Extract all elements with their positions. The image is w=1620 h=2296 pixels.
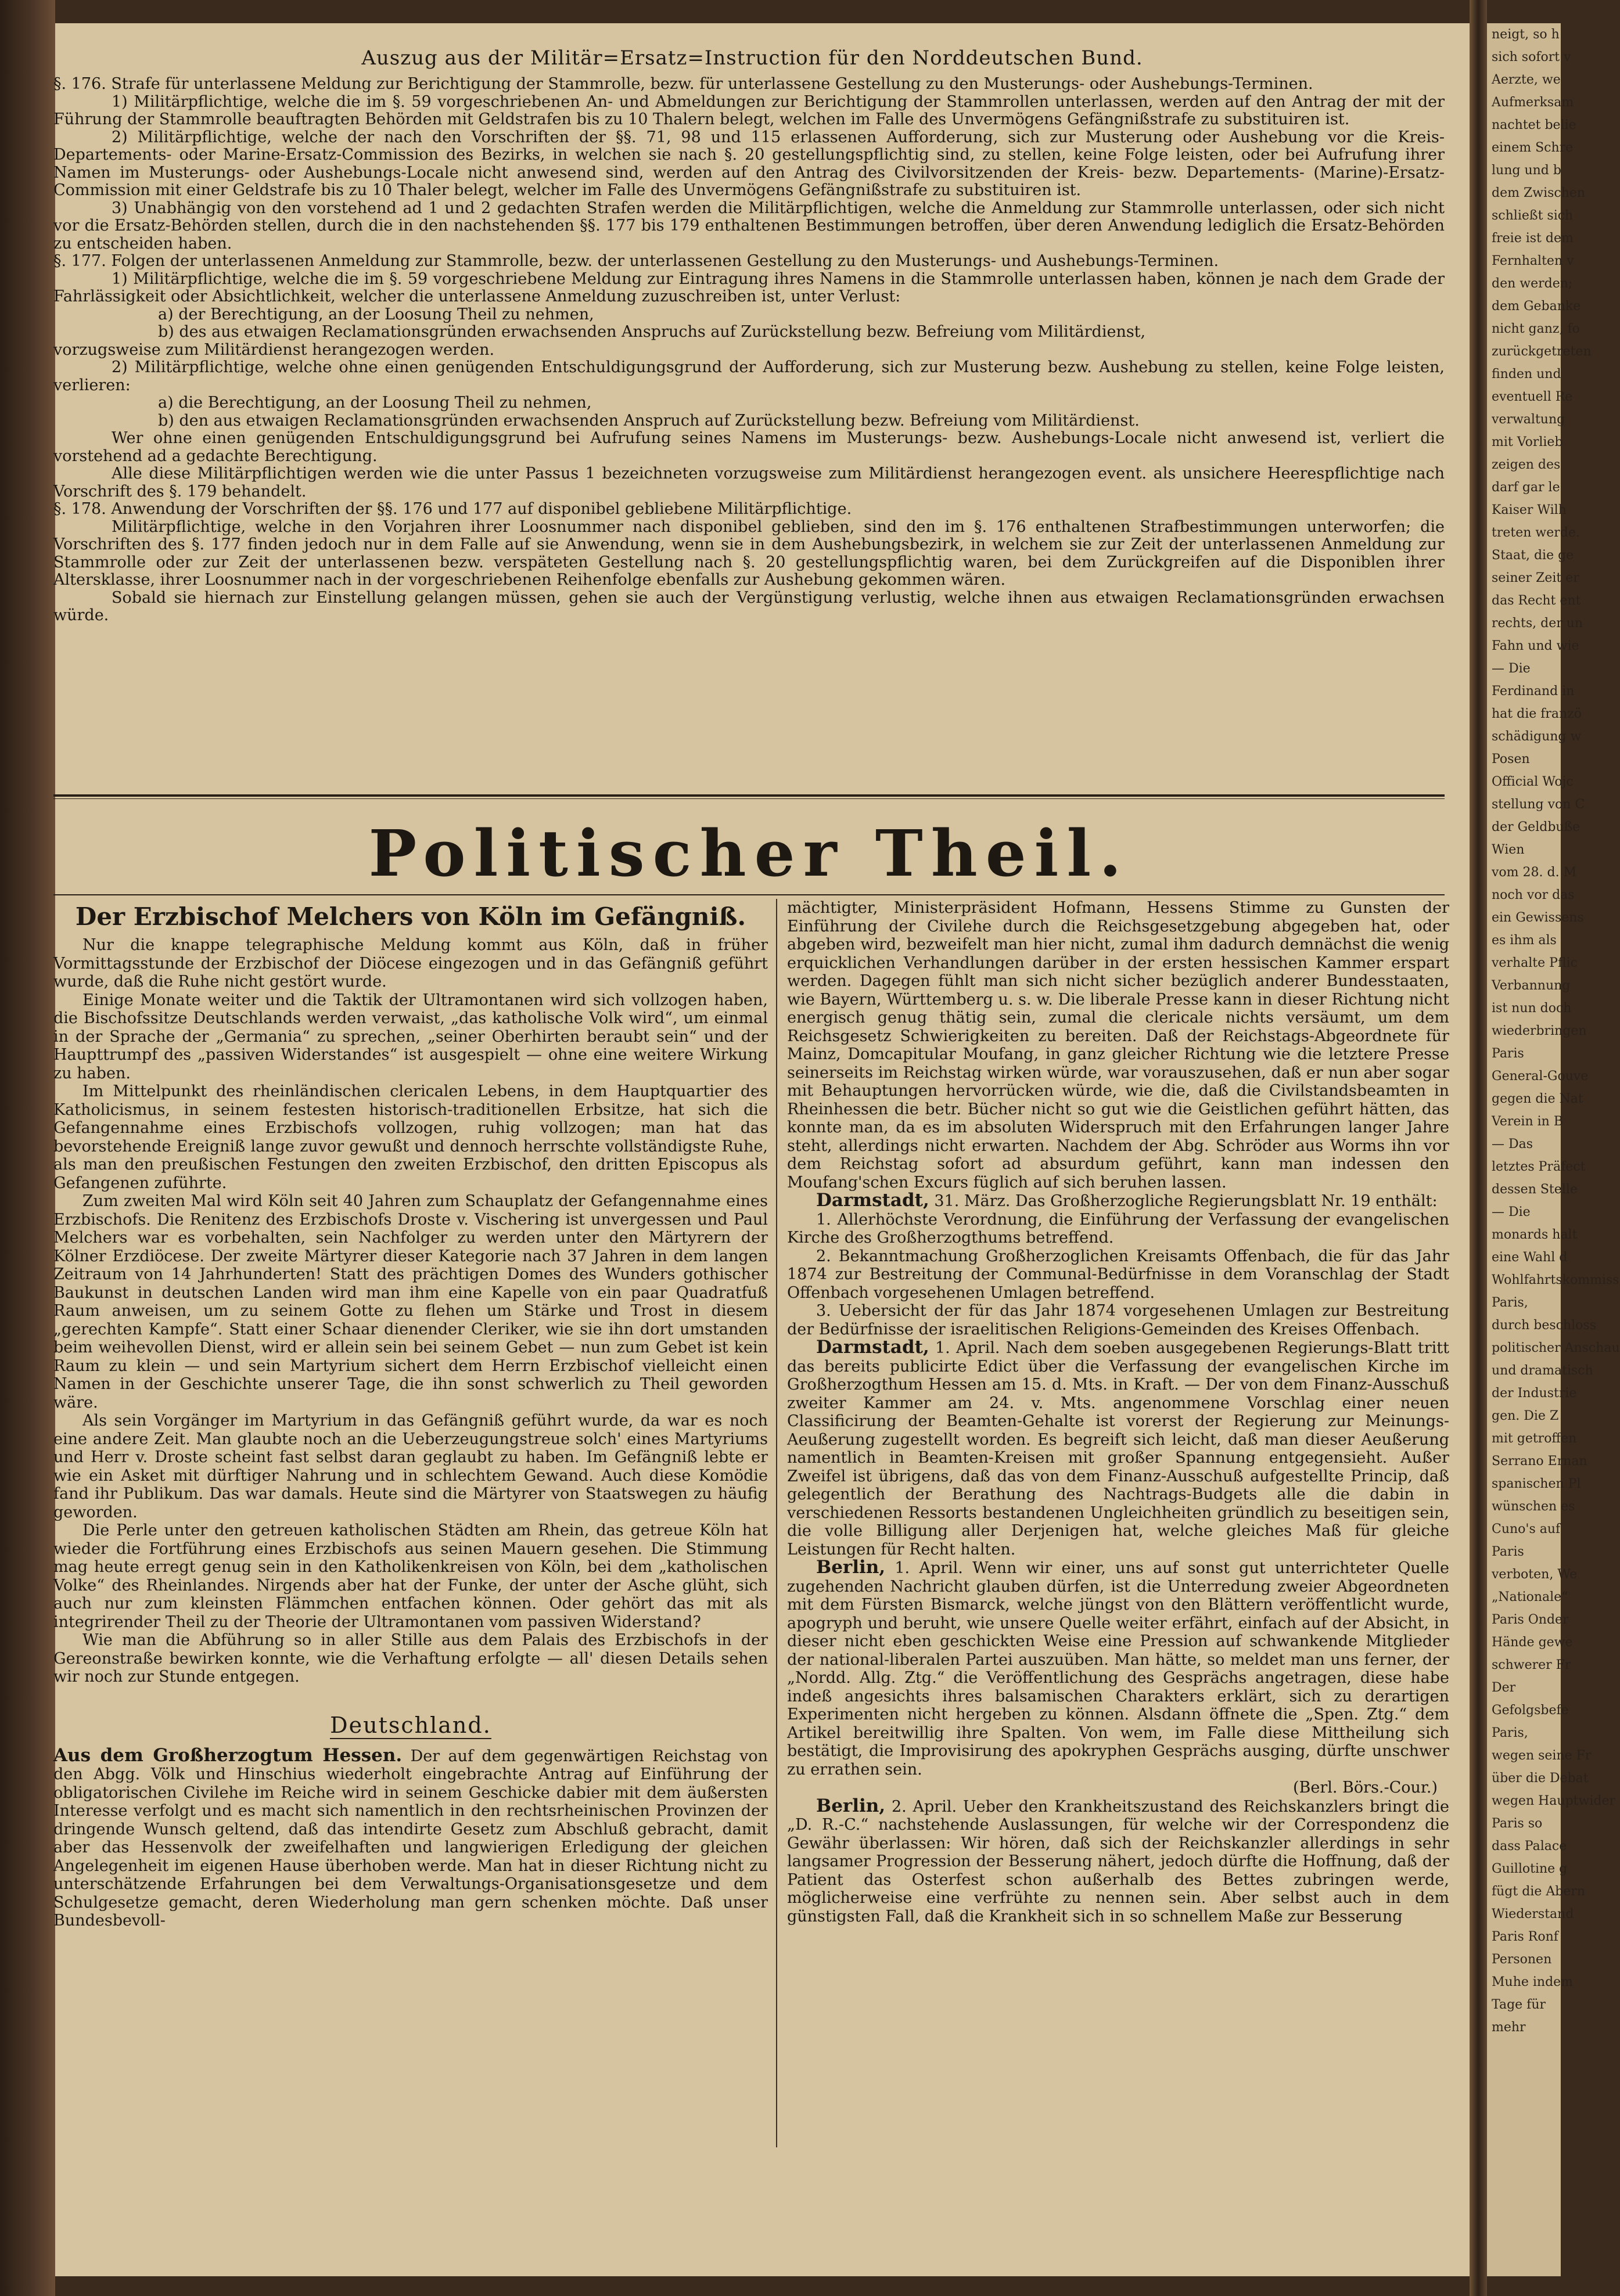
- adjacent-page-fragment: Posen: [1492, 752, 1530, 766]
- adjacent-page-fragment: Paris,: [1492, 1295, 1528, 1310]
- left-column: [53, 899, 768, 1930]
- adjacent-page-fragment: eine Wahl d: [1492, 1250, 1568, 1265]
- adjacent-page-fragment: wünschen es: [1492, 1499, 1575, 1514]
- report-text: Ueber den Krankheitszustand des Reichskanzlers bringt die „D. R.-C.“ nachstehende Auslassungen, für welche wir der Correspondenz die Gewähr überlassen: Wir hören, daß sich der Reichskanzler allerdings in sehr langsamer Progression der Besserung nähert, jedoch dürfte die Hoffnung, daß der Patient das Osterfest schon außerhalb des Bettes zubringen werde, möglicherweise eine verfrühte zu nennen sein. Aber selbst auch in dem günstigsten Fall, daß die Krankheit sich in so schnellem Maße zur Besserung: [787, 1797, 1449, 1926]
- adjacent-page-fragment: mit Vorlieb: [1492, 435, 1563, 449]
- adjacent-page-fragment: gen. Die Z: [1492, 1409, 1559, 1423]
- adjacent-page-fragment: Paris: [1492, 1046, 1524, 1061]
- instruction-paragraph: Alle diese Militärpflichtigen werden wie die unter Passus 1 bezeichneten vorzugsweise zum Militärdienst herangezogen event. als unsichere Heerespflichtige nach Vorschrift des §. 179 behandelt.: [53, 465, 1445, 501]
- instruction-paragraph: 1) Militärpflichtige, welche die im §. 59 vorgeschriebene Meldung zur Eintragung ihres Namens in die Stammrolle unterlassen haben, können je nach dem Grade der Fahrlässigkeit oder Absichtlichkeit, welcher die unterlassene Anmeldung zuzuschreiben ist, unter Verlust:: [53, 269, 1445, 305]
- report-list: [787, 1211, 1449, 1339]
- adjacent-page-fragment: Fernhalten v: [1492, 254, 1574, 268]
- adjacent-page-fragment: Gefolgsbefe: [1492, 1703, 1569, 1718]
- adjacent-page-fragment: letztes Präfect: [1492, 1160, 1586, 1174]
- adjacent-page-fragment: spanischen Pl: [1492, 1477, 1581, 1491]
- adjacent-page-fragment: Paris Onder: [1492, 1613, 1569, 1627]
- article-paragraph: Zum zweiten Mal wird Köln seit 40 Jahren zum Schauplatz der Gefangennahme eines Erzbischofs. Die Renitenz des Erzbischofs Droste v. Vischering ist unvergessen und Paul Melchers war es vorbehalten, sein Nachfolger zu werden unter den Märtyrern der Kölner Erzdiöcese. Der zweite Märtyrer dieser Kategorie nach 37 Jahren in dem langen Zeitraum von 14 Jahrhunderten! Statt des prächtigen Domes des Wunders gothischer Baukunst in deutschen Landen wird man ihm eine Kapelle von ein paar Quadratfuß Raum anweisen, um zu seinem Gotte zu flehen um Stärke und Trost in diesem „gerechten Kampfe“. Statt einer Schaar dienender Cleriker, wie sie ihn dort umstanden beim weihevollen Dienst, wird er allein sein bei seinem Gebet — nun zum Gebet ist kein Raum zu klein — und sein Martyrium sichert dem Herrn Erzbischof vielleicht einen Namen in der Geschichte unserer Tage, die ihn sonst schwerlich zu Theil geworden wäre.: [53, 1192, 768, 1412]
- dateline-place: Berlin,: [816, 1557, 886, 1578]
- article-paragraph: Die Perle unter den getreuen katholischen Städten am Rhein, das getreue Köln hat wieder die Fortführung eines Erzbischofs aus seinen Mauern gesehen. Die Stimmung mag heute erregt genug sein in den Katholikenkreisen von Köln, bei dem „katholischen Volke“ des Rheinlandes. Nirgends aber hat der Funke, der unter der Asche glüht, sich auch nur zum kleinsten Flämmchen entfachen können. Oder gehört das mit als integrirender Theil zu der Theorie der Ultramontanen vom passiven Widerstand?: [53, 1521, 768, 1631]
- adjacent-page-fragment: monards halt: [1492, 1228, 1578, 1242]
- adjacent-page-fragment: — Die: [1492, 661, 1531, 676]
- adjacent-page-fragment: das Recht ent: [1492, 593, 1581, 608]
- adjacent-page-fragment: und dramatisch: [1492, 1363, 1593, 1378]
- instruction-paragraph: Sobald sie hiernach zur Einstellung gelangen müssen, gehen sie auch der Vergünstigung verlustig, welche ihnen aus etwaigen Reclamationsgründen erwachsen würde.: [53, 588, 1445, 624]
- dateline-place: Darmstadt,: [816, 1337, 929, 1358]
- adjacent-page-fragment: Guillotine g: [1492, 1862, 1568, 1876]
- adjacent-page-fragment: „Nationale“: [1492, 1590, 1568, 1604]
- adjacent-page-fragment: verwaltung: [1492, 412, 1565, 427]
- adjacent-page-fragment: Aufmerksam: [1492, 95, 1574, 110]
- adjacent-page-fragment: gegen die Nat: [1492, 1092, 1583, 1106]
- adjacent-page-fragment: Kaiser Wilh: [1492, 503, 1567, 517]
- adjacent-page-fragment: Cuno's auf: [1492, 1522, 1561, 1536]
- adjacent-page-fragment: treten werde.: [1492, 526, 1580, 540]
- instruction-paragraph: 3) Unabhängig von den vorstehend ad 1 und 2 gedachten Strafen werden die Militärpflichtigen, welche die Anmeldung zur Stammrolle unterlassen, oder sich nicht vor die Ersatz-Behörden stellen, durch die in den nachstehenden §§. 177 bis 179 enthaltenen Bestimmungen betroffen, über deren Anwendung lediglich die Ersatz-Behörden zu entscheiden haben.: [53, 199, 1445, 253]
- report-text: Wenn wir einer, uns auf sonst gut unterrichteter Quelle zugehenden Nachricht glauben dürfen, ist die Unterredung zweier Abgeordneten mit dem Fürsten Bismarck, welche jüngst von den Blättern veröffentlicht wurde, apogryph und beruht, wie unsere Quelle weiter erfährt, einfach auf der Absicht, in dieser nicht eben geschickten Weise eine Pression auf schwankende Mitglieder der national-liberalen Partei auszuüben. Man hätte, so meldet man uns ferner, der „Nordd. Allg. Ztg.“ die Veröffentlichung des Gesprächs angetragen, diese habe indeß angesichts ihres balsamischen Charakters erklärt, sich zu derartigen Experimenten nicht hergeben zu können. Alsdann öffnete die „Spen. Ztg.“ dem Artikel bereitwillig ihre Spalten. Von wem, im Falle diese Mittheilung sich bestätigt, die Improvisirung des apokryphen Gesprächs ausging, dürfte unschwer zu errathen sein.: [787, 1559, 1449, 1779]
- adjacent-page-fragment: einem Schre: [1492, 141, 1574, 155]
- hessen-title: Aus dem Großherzogtum Hessen.: [53, 1744, 403, 1766]
- adjacent-page-fragment: Ferdinand in: [1492, 684, 1575, 699]
- adjacent-page-fragment: Aerzte, we: [1492, 73, 1561, 87]
- adjacent-page-fragment: Paris Ronf: [1492, 1930, 1558, 1944]
- title-rule: [53, 894, 1445, 895]
- report-source: (Berl. Börs.-Cour.): [1293, 1779, 1438, 1797]
- adjacent-page-fragment: mehr: [1492, 2020, 1526, 2035]
- adjacent-page-fragment: wegen seine Fr: [1492, 1748, 1592, 1763]
- berlin-report-1: [787, 1559, 1449, 1779]
- military-instruction-section: [53, 75, 1445, 625]
- adjacent-page-fragment: schwerer Fr: [1492, 1658, 1571, 1672]
- article-paragraph: Nur die knappe telegraphische Meldung kommt aus Köln, daß in früher Vormittagsstunde der Erzbischof der Diöcese eingezogen und in das Gefängniß geführt wurde, daß die Ruhe nicht gestört wurde.: [53, 936, 768, 991]
- dateline-date: 2. April.: [891, 1797, 957, 1816]
- continuation-paragraph: mächtigter, Ministerpräsident Hofmann, Hessens Stimme zu Gunsten der Einführung der Civilehe durch die Reichsgesetzgebung abgegeben hat, oder abgeben wird, bezweifelt man hier nicht, zumal ihm dadurch demnächst die wenig erquicklichen Verhandlungen darüber in der ersten hessischen Kammer erspart werden. Dagegen fühlt man sich nicht sicher bezüglich anderer Bundesstaaten, wie Bayern, Württemberg u. s. w. Die liberale Presse kann in dieser Richtung nicht energisch genug thätig sein, zumal die clericale nichts versäumt, um dem Reichsgesetz Schwierigkeiten zu bereiten. Daß der Reichstags-Abgeordnete für Mainz, Domcapitular Moufang, in ganz gleicher Richtung wie die letztere Presse seinerseits im Reichstag wirken würde, war vorauszusehen, daß er nun aber sogar mit Behauptungen hervorrücken würde, wie die, daß die Civilstandsbeamten in Rheinhessen die betr. Bücher nicht so gut wie die Geistlichen geführt hätten, das konnte man, da es im absoluten Widerspruch mit den Erfahrungen langer Jahre steht, allerdings nicht erwarten. Nachdem der Abg. Schröder aus Worms ihn vor dem Reichstag sofort ad absurdum geführt, kann man indessen den Moufang'schen Excurs füglich auf sich beruhen lassen.: [787, 899, 1449, 1192]
- adjacent-page-fragment: der Industrie: [1492, 1386, 1577, 1401]
- adjacent-page-fragment: Tage für: [1492, 1998, 1546, 2012]
- page-title: Politischer Theil.: [368, 816, 1130, 891]
- dateline-date: 1. April.: [935, 1339, 1000, 1357]
- adjacent-page-fragment: finden und: [1492, 367, 1561, 382]
- adjacent-page-fragment: eventuell Re: [1492, 390, 1573, 404]
- article-paragraph: Einige Monate weiter und die Taktik der Ultramontanen wird sich vollzogen haben, die Bischofssitze Deutschlands werden verwaist, „das katholische Volk wird“, um einmal in der Sprache der „Germania“ zu sprechen, „seiner Oberhirten beraubt sein“ und der Haupttrumpf des „passiven Widerstandes“ ist ausgespielt — ohne eine weitere Wirkung zu haben.: [53, 991, 768, 1082]
- adjacent-page-fragment: nicht ganz, fo: [1492, 322, 1580, 336]
- adjacent-page-fragment: — Das: [1492, 1137, 1533, 1151]
- adjacent-page-fragment: Wiederstand: [1492, 1907, 1574, 1921]
- instruction-paragraph: §. 178. Anwendung der Vorschriften der §§. 176 und 177 auf disponibel gebliebene Militärpflichtige.: [53, 500, 852, 518]
- article-heading: Der Erzbischof Melchers von Köln im Gefängniß.: [75, 902, 746, 931]
- adjacent-page-fragment: seiner Zeit er: [1492, 571, 1579, 585]
- hessen-paragraph: [53, 1744, 768, 1930]
- adjacent-page-fragment: Verbannung: [1492, 978, 1571, 993]
- instruction-paragraph: §. 176. Strafe für unterlassene Meldung zur Berichtigung der Stammrolle, bezw. für unterlassene Gestellung zu den Musterungs- oder Aushebungs-Terminen.: [53, 75, 1313, 93]
- adjacent-page-fragment: Wien: [1492, 843, 1525, 857]
- dateline-place: Darmstadt,: [816, 1190, 929, 1211]
- article-paragraph: Im Mittelpunkt des rheinländischen clericalen Lebens, in dem Hauptquartier des Katholicismus, in seinem festesten historisch-traditionellen Erbsitze, hat sich die Gefangennahme eines Erzbischofs vollzogen, ruhig vollzogen; man hat das bevorstehende Ereigniß lange zuvor gewußt und dennoch herrschte vollständigste Ruhe, als man den preußischen Festungen den zweiten Erzbischof, den dritten Episcopus als Gefangenen zuführte.: [53, 1082, 768, 1192]
- adjacent-page-fragment: dass Palace: [1492, 1839, 1567, 1854]
- page-header: Auszug aus der Militär=Ersatz=Instruction für den Norddeutschen Bund.: [361, 46, 1143, 70]
- adjacent-page-fragment: noch vor das: [1492, 888, 1575, 902]
- adjacent-page-fragment: ein Gewissens: [1492, 911, 1584, 925]
- adjacent-page-fragment: dessen Stelle: [1492, 1182, 1578, 1197]
- hessen-text: Der auf dem gegenwärtigen Reichstag von den Abgg. Völk und Hinschius wiederholt eingebrachte Antrag auf Einführung der obligatorischen Civilehe im Reiche wird in seinem Geschicke dabier mit dem äußersten Interesse verfolgt und es macht sich namentlich in den rechtsrheinischen Provinzen der dringende Wunsch geltend, daß das intendirte Gesetz zum Abschluß gebracht, damit aber das Hessenvolk der zweifelhaften und langwierigen Erledigung der gleichen Angelegenheit im eigenen Hause überhoben werde. Man hat in dieser Richtung nicht zu unterschätzende Erfahrungen bei dem Verwaltungs-Organisationsgesetze und dem Schulgesetze gemacht, deren Wiederholung man gern schenken möchte. Daß unser Bundesbevoll-: [53, 1747, 768, 1930]
- book-spine: [0, 0, 55, 2296]
- right-column: [787, 899, 1449, 1926]
- list-item: 1. Allerhöchste Verordnung, die Einführung der Verfassung der evangelischen Kirche des Großherzogthums betreffend.: [787, 1210, 1449, 1247]
- instruction-paragraph: b) den aus etwaigen Reclamationsgründen erwachsenden Anspruch auf Zurückstellung bezw. Befreiung vom Militärdienst.: [158, 411, 1140, 430]
- instruction-paragraph: 1) Militärpflichtige, welche die im §. 59 vorgeschriebenen An- und Abmeldungen zur Berichtigung der Stammrollen unterlassen, werden auf den Antrag der mit der Führung der Stammrolle beauftragten Behörden mit Geldstrafen bis zu 10 Thalern belegt, welchen im Falle des Unvermögens Gefängnißstrafe zu substituiren ist.: [53, 92, 1445, 128]
- instruction-paragraph: a) der Berechtigung, an der Loosung Theil zu nehmen,: [158, 305, 594, 323]
- dateline-date: 31. März.: [934, 1192, 1011, 1210]
- adjacent-page-fragment: dem Zwischen: [1492, 186, 1586, 200]
- darmstadt-report-2: [787, 1338, 1449, 1559]
- article-body: [53, 936, 768, 1686]
- adjacent-page-fragment: wegen Hauptwider: [1492, 1794, 1615, 1808]
- adjacent-page-fragment: politischer Anschau: [1492, 1341, 1620, 1355]
- adjacent-page-fragment: darf gar le: [1492, 480, 1560, 495]
- section-heading-deutschland: [53, 1710, 768, 1741]
- adjacent-page-fragment: durch beschloss: [1492, 1318, 1596, 1333]
- report-lead: Das Großherzogliche Regierungsblatt Nr. 19 enthält:: [1015, 1192, 1438, 1210]
- adjacent-page-fragment: Paris so: [1492, 1816, 1543, 1831]
- adjacent-page-fragment: nachtet belie: [1492, 118, 1576, 132]
- list-item: 3. Uebersicht der für das Jahr 1874 vorgesehenen Umlagen zur Bestreitung der Bedürfnisse der israelitischen Religions-Gemeinden des Kreises Offenbach.: [787, 1302, 1449, 1338]
- adjacent-page-fragment: der Geldbuße: [1492, 820, 1581, 834]
- adjacent-page-fragment: es ihm als: [1492, 933, 1557, 948]
- instruction-paragraph: b) des aus etwaigen Reclamationsgründen erwachsenden Anspruchs auf Zurückstellung bezw. Befreiung vom Militärdienst,: [158, 323, 1146, 341]
- adjacent-page-fragment: schädigung w: [1492, 729, 1582, 744]
- instruction-paragraph: 2) Militärpflichtige, welche der nach den Vorschriften der §§. 71, 98 und 115 erlassenen Aufforderung, sich zur Musterung oder Aushebung vor die Kreis-Departements- oder Marine-Ersatz-Commission des Bezirks, in welchen sie nach §. 20 gestellungspflichtig sind, zu stellen, keine Folge leisten, oder bei Aufrufung ihrer Namen im Musterungs- oder Aushebungs-Locale nicht anwesend sind, werden auf den Antrag des Civilvorsitzenden der Kreis- bezw. Departements- (Marine)-Ersatz-Commission mit einer Geldstrafe bis zu 10 Thaler belegt, welcher im Falle des Unvermögens Gefängnißstrafe zu substituiren ist.: [53, 128, 1445, 199]
- adjacent-page-fragment: lung und b: [1492, 163, 1561, 178]
- instruction-paragraph: Wer ohne einen genügenden Entschuldigungsgrund bei Aufrufung seines Namens im Musterungs- bezw. Aushebungs-Locale nicht anwesend ist, verliert die vorstehend ad a gedachte Berechtigung.: [53, 429, 1445, 465]
- section-rule: [53, 794, 1445, 799]
- adjacent-page-fragment: wiederbringen: [1492, 1024, 1587, 1038]
- section-heading-label: Deutschland.: [330, 1712, 491, 1738]
- darmstadt-report-1: [787, 1192, 1449, 1211]
- adjacent-page-fragment: hat die franzö: [1492, 707, 1582, 721]
- adjacent-page-fragment: ist nun doch: [1492, 1001, 1572, 1016]
- berlin-report-2: [787, 1797, 1449, 1926]
- adjacent-page-fragment: verhalte Pflic: [1492, 956, 1578, 970]
- adjacent-page-fragment: dem Gebanke: [1492, 299, 1581, 314]
- adjacent-page-fragment: General-Gouve: [1492, 1069, 1589, 1084]
- adjacent-page-fragment: Der: [1492, 1680, 1516, 1695]
- adjacent-page-fragment: Verein in B: [1492, 1114, 1563, 1129]
- article-paragraph: Wie man die Abführung so in aller Stille aus dem Palais des Erzbischofs in der Gereonstraße bewirken konnte, wie die Verhaftung erfolgte — all' diesen Details sehen wir noch zur Stunde entgegen.: [53, 1631, 768, 1686]
- adjacent-page-fragment: den werden;: [1492, 276, 1573, 291]
- adjacent-page-fragment: rechts, der un: [1492, 616, 1583, 631]
- adjacent-page-fragment: Fahn und wie: [1492, 639, 1579, 653]
- adjacent-page-fragment: zeigen des: [1492, 458, 1561, 472]
- book-gutter: [1470, 0, 1487, 2296]
- adjacent-page-fragment: — Die: [1492, 1205, 1531, 1219]
- adjacent-page-fragment: Paris: [1492, 1545, 1524, 1559]
- adjacent-page-edge: [1487, 23, 1620, 2276]
- instruction-paragraph: 2) Militärpflichtige, welche ohne einen genügenden Entschuldigungsgrund der Aufforderung, sich zur Musterung bezw. Aushebung zu stellen, keine Folge leisten, verlieren:: [53, 358, 1445, 394]
- adjacent-page-fragment: Serrano Ernan: [1492, 1454, 1587, 1469]
- adjacent-page-fragment: Personen: [1492, 1952, 1552, 1967]
- adjacent-page-fragment: freie ist dem: [1492, 231, 1574, 246]
- dateline-date: 1. April.: [895, 1559, 963, 1577]
- adjacent-page-fragment: vom 28. d. M: [1492, 865, 1577, 880]
- article-paragraph: Als sein Vorgänger im Martyrium in das Gefängniß geführt wurde, da war es noch eine andere Zeit. Man glaubte noch an die Ueberzeugungstreue solch' eines Martyriums und Herr v. Droste scheint fast selbst daran geglaubt zu haben. Im Gefängniß lebte er wie ein Asket mit dürftiger Nahrung und in schlechtem Gewand. Auch diese Komödie fand ihr Publikum. Das war damals. Heute sind die Märtyrer von Staatswegen zu häufig geworden.: [53, 1412, 768, 1521]
- adjacent-page-fragment: neigt, so h: [1492, 27, 1560, 42]
- adjacent-page-fragment: Staat, die ge: [1492, 548, 1574, 563]
- adjacent-page-fragment: sich sofort v: [1492, 50, 1571, 64]
- adjacent-page-fragment: Hände gewe: [1492, 1635, 1573, 1650]
- adjacent-page-fragment: fügt die Abern: [1492, 1884, 1586, 1899]
- adjacent-page-fragment: Official Wojc: [1492, 775, 1574, 789]
- instruction-paragraph: Militärpflichtige, welche in den Vorjahren ihrer Loosnummer nach disponibel geblieben, sind den im §. 176 enthaltenen Strafbestimmungen unterworfen; die Vorschriften des §. 177 finden jedoch nur in dem Falle auf sie Anwendung, wenn sie in dem Aushebungsbezirk, in welchem sie zur Zeit der unterlassenen Anmeldung zur Stammrolle oder zur Zeit der unterlassenen bezw. verspäteten Gestellung nach §. 20 gestellungspflichtig waren, bei dem Zurückgreifen auf die Disponiblen ihrer Altersklasse, ihrer Loosnummer nach in der vorgeschriebenen Reihenfolge ebenfalls zur Aushebung gekommen wären.: [53, 517, 1445, 589]
- adjacent-page-fragment: über die Debat: [1492, 1771, 1589, 1786]
- column-divider: [776, 899, 777, 2147]
- adjacent-page-fragment: zurückgetreten: [1492, 344, 1592, 359]
- instruction-paragraph: vorzugsweise zum Militärdienst herangezogen werden.: [53, 340, 495, 359]
- adjacent-page-fragment: schließt sich: [1492, 208, 1574, 223]
- adjacent-page-fragment: stellung von C: [1492, 797, 1585, 812]
- dateline-place: Berlin,: [816, 1795, 886, 1816]
- instruction-paragraph: a) die Berechtigung, an der Loosung Theil zu nehmen,: [158, 394, 592, 412]
- list-item: 2. Bekanntmachung Großherzoglichen Kreisamts Offenbach, die für das Jahr 1874 zur Bestreitung der Communal-Bedürfnisse in dem Voranschlag der Stadt Offenbach vorgesehenen Umlagen betreffend.: [787, 1247, 1449, 1302]
- adjacent-page-fragment: Muhe indem: [1492, 1975, 1574, 1989]
- instruction-paragraph: §. 177. Folgen der unterlassenen Anmeldung zur Stammrolle, bezw. der unterlassenen Gestellung zu den Musterungs- und Aushebungs-Terminen.: [53, 252, 1219, 270]
- adjacent-page-fragment: mit getroffen: [1492, 1431, 1577, 1446]
- adjacent-page-fragment: verboten, We: [1492, 1567, 1578, 1582]
- adjacent-page-fragment: Paris,: [1492, 1726, 1528, 1740]
- report-text: Nach dem soeben ausgegebenen Regierungs-Blatt tritt das bereits publicirte Edict über die Verfassung der evangelischen Kirche im Großherzogthum Hessen am 15. d. Mts. in Kraft. — Der von dem Finanz-Ausschuß zweiter Kammer am 24. v. Mts. angenommene Vorschlag einer neuen Classificirung der Beamten-Gehalte ist vorerst der Regierung zur Meinungs-Aeußerung zugestellt worden. Es begreift sich leicht, daß man dieser Aeußerung namentlich in Beamten-Kreisen mit großer Spannung entgegensieht. Außer Zweifel ist übrigens, daß das von dem Finanz-Ausschuß aufgestellte Princip, daß gelegentlich der Berathung des Nachtrags-Budgets alle die dabin in verschiedenen Ressorts bestandenen Ungleichheiten gründlich zu beseitigen sein, die volle Billigung aller Derjenigen hat, welche gleiches Maß für gleiche Leistungen für Recht halten.: [787, 1339, 1449, 1559]
- adjacent-page-fragment: Wohlfahrtskommiss: [1492, 1273, 1619, 1287]
